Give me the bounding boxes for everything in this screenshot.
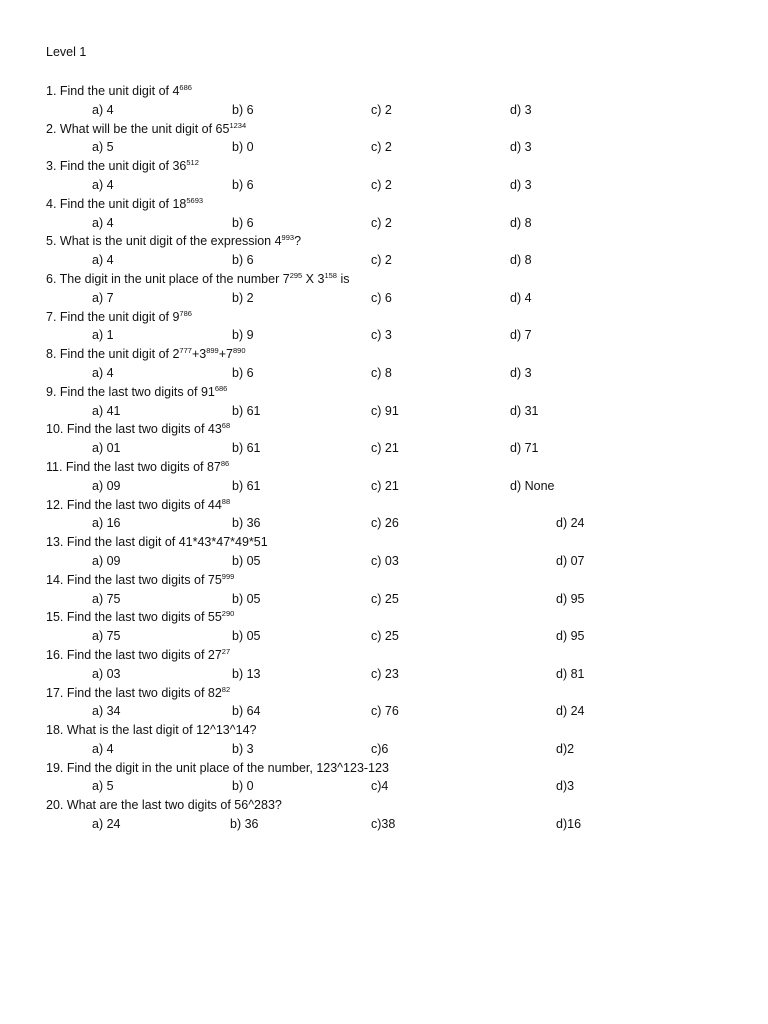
question-text: [46, 308, 746, 327]
answer-option-a: a) 4: [92, 365, 114, 380]
question-text: [46, 759, 746, 778]
exponent: 295: [289, 270, 303, 280]
question-text: [46, 608, 746, 627]
question-line: [46, 270, 349, 289]
answer-option-c: c) 76: [371, 704, 399, 719]
question-text: [46, 496, 746, 515]
answer-option-b: b) 36: [230, 817, 259, 832]
answer-option-d: d) 24: [556, 704, 585, 719]
answer-option-b: b) 3: [232, 741, 254, 756]
answer-options: [46, 326, 746, 345]
answer-option-b: b) 0: [232, 140, 254, 155]
answer-option-a: a) 5: [92, 779, 114, 794]
question-text: [46, 533, 746, 552]
exponent: 686: [214, 383, 228, 393]
question-line: [46, 684, 230, 703]
answer-option-c: c) 2: [371, 177, 392, 192]
answer-options: [46, 176, 746, 195]
question-fragment: 20. What are the last two digits of 56^283?: [46, 798, 282, 813]
question-fragment: 4. Find the unit digit of 18: [46, 196, 187, 211]
question-text: [46, 383, 746, 402]
question-text: [46, 721, 746, 740]
answer-option-b: b) 6: [232, 253, 254, 268]
answer-option-c: c) 3: [371, 328, 392, 343]
answer-option-b: b) 9: [232, 328, 254, 343]
answer-options: [46, 552, 746, 571]
question-line: [46, 420, 230, 439]
question-fragment: 14. Find the last two digits of 75: [46, 572, 222, 587]
answer-option-d: d) 95: [556, 591, 585, 606]
question-text: [46, 571, 746, 590]
answer-options: [46, 777, 746, 796]
question-text: [46, 82, 746, 101]
answer-options: [46, 364, 746, 383]
question-list: [46, 82, 746, 834]
question-line: [46, 496, 230, 515]
answer-options: [46, 702, 746, 721]
answer-option-a: a) 4: [92, 253, 114, 268]
question-line: [46, 533, 268, 552]
question-fragment: 8. Find the unit digit of 2: [46, 347, 180, 362]
answer-options: [46, 627, 746, 646]
answer-options: [46, 514, 746, 533]
question-text: [46, 195, 746, 214]
answer-option-b: b) 05: [232, 629, 261, 644]
question-fragment: 15. Find the last two digits of 55: [46, 610, 222, 625]
worksheet: [46, 44, 746, 834]
answer-option-d: d) 07: [556, 553, 585, 568]
question-line: [46, 608, 234, 627]
answer-option-c: c) 21: [371, 441, 399, 456]
answer-option-b: b) 6: [232, 177, 254, 192]
answer-option-c: c) 23: [371, 666, 399, 681]
answer-option-a: a) 75: [92, 629, 121, 644]
answer-option-d: d) 3: [510, 365, 532, 380]
answer-option-c: c) 25: [371, 629, 399, 644]
exponent: 290: [221, 609, 235, 619]
answer-option-c: c) 8: [371, 365, 392, 380]
answer-option-d: d) 8: [510, 215, 532, 230]
answer-option-c: c) 6: [371, 290, 392, 305]
exponent: 686: [179, 83, 192, 92]
answer-option-b: b) 64: [232, 704, 261, 719]
answer-option-c: c)38: [371, 817, 396, 832]
answer-options: [46, 138, 746, 157]
answer-options: [46, 740, 746, 759]
answer-option-d: d) 7: [510, 328, 532, 343]
exponent: 777: [179, 346, 192, 356]
question-text: [46, 646, 746, 665]
answer-option-a: a) 1: [92, 328, 114, 343]
answer-option-d: d) 31: [510, 403, 539, 418]
answer-option-d: d) 95: [556, 629, 585, 644]
answer-option-d: d) 71: [510, 441, 539, 456]
question-text: [46, 270, 746, 289]
answer-option-d: d) 3: [510, 177, 532, 192]
question-fragment: 7. Find the unit digit of 9: [46, 309, 180, 324]
question-line: [46, 195, 203, 214]
answer-option-b: b) 61: [232, 441, 261, 456]
answer-option-c: c) 2: [371, 215, 392, 230]
answer-option-a: a) 4: [92, 102, 114, 117]
answer-option-a: a) 75: [92, 591, 121, 606]
answer-options: [46, 214, 746, 233]
question-line: [46, 157, 199, 176]
question-text: [46, 458, 746, 477]
spacer: [46, 60, 746, 82]
question-fragment: 10. Find the last two digits of 43: [46, 422, 222, 437]
exponent: 993: [281, 233, 295, 243]
answer-options: [46, 815, 746, 834]
answer-option-d: d)3: [556, 779, 575, 794]
answer-option-b: b) 6: [232, 365, 254, 380]
answer-option-c: c)4: [371, 779, 389, 794]
question-text: [46, 345, 746, 364]
exponent: 899: [206, 346, 219, 356]
question-line: [46, 345, 246, 364]
question-fragment: 13. Find the last digit of 41*43*47*49*51: [46, 535, 268, 550]
question-fragment: 11. Find the last two digits of 87: [46, 459, 221, 474]
question-text: [46, 120, 746, 139]
answer-options: [46, 251, 746, 270]
answer-option-c: c) 2: [371, 253, 392, 268]
question-text: [46, 232, 746, 251]
exponent: 786: [179, 308, 192, 318]
answer-option-b: b) 61: [232, 403, 261, 418]
question-fragment: 16. Find the last two digits of 27: [46, 647, 222, 662]
question-fragment: is: [336, 271, 350, 286]
answer-option-b: b) 05: [232, 553, 261, 568]
answer-option-d: d) 24: [556, 516, 585, 531]
exponent: 86: [220, 458, 230, 468]
answer-option-d: d) None: [510, 478, 555, 493]
answer-options: [46, 439, 746, 458]
question-fragment: 1. Find the unit digit of 4: [46, 84, 180, 98]
question-fragment: 2. What will be the unit digit of 65: [46, 121, 230, 136]
answer-option-b: b) 61: [232, 478, 261, 493]
answer-option-c: c) 2: [371, 140, 392, 155]
exponent: 88: [221, 496, 231, 506]
answer-option-b: b) 05: [232, 591, 261, 606]
question-fragment: 19. Find the digit in the unit place of the number, 123^123-123: [46, 760, 389, 775]
exponent: 512: [186, 158, 199, 168]
question-line: [46, 232, 301, 251]
question-line: [46, 120, 246, 139]
answer-option-a: a) 41: [92, 403, 121, 418]
answer-option-a: a) 16: [92, 516, 121, 531]
answer-options: [46, 101, 746, 120]
answer-option-d: d) 8: [510, 253, 532, 268]
answer-options: [46, 289, 746, 308]
exponent: 890: [232, 346, 246, 356]
exponent: 68: [221, 421, 231, 431]
question-fragment: ?: [294, 234, 302, 249]
answer-option-d: d) 3: [510, 140, 532, 155]
answer-options: [46, 665, 746, 684]
question-text: [46, 684, 746, 703]
question-fragment: 12. Find the last two digits of 44: [46, 497, 222, 512]
answer-option-b: b) 36: [232, 516, 261, 531]
question-line: [46, 759, 389, 778]
question-text: [46, 796, 746, 815]
answer-option-b: b) 2: [232, 290, 254, 305]
question-text: [46, 420, 746, 439]
answer-option-d: d)2: [556, 741, 575, 756]
exponent: 1234: [229, 120, 247, 130]
answer-option-d: d) 81: [556, 666, 585, 681]
answer-option-a: a) 7: [92, 290, 114, 305]
exponent: 82: [221, 684, 231, 694]
question-fragment: +3: [191, 347, 207, 362]
answer-options: [46, 477, 746, 496]
question-fragment: 18. What is the last digit of 12^13^14?: [46, 723, 257, 738]
answer-option-c: c) 26: [371, 516, 399, 531]
question-line: [46, 796, 282, 815]
question-fragment: X 3: [302, 271, 325, 286]
answer-option-b: b) 6: [232, 102, 254, 117]
question-line: [46, 458, 229, 477]
worksheet-title: Level 1: [46, 45, 87, 59]
answer-option-a: a) 09: [92, 478, 121, 493]
answer-option-c: c) 21: [371, 478, 399, 493]
exponent: 5693: [186, 195, 204, 205]
answer-option-c: c) 03: [371, 553, 399, 568]
answer-option-a: a) 24: [92, 817, 121, 832]
answer-options: [46, 590, 746, 609]
question-fragment: 3. Find the unit digit of 36: [46, 159, 187, 174]
answer-option-a: a) 5: [92, 140, 114, 155]
answer-option-b: b) 13: [232, 666, 261, 681]
question-line: [46, 82, 192, 101]
question-text: [46, 157, 746, 176]
question-line: [46, 646, 230, 665]
answer-option-c: c) 25: [371, 591, 399, 606]
question-fragment: 6. The digit in the unit place of the number 7: [46, 271, 290, 286]
answer-option-a: a) 03: [92, 666, 121, 681]
answer-option-b: b) 0: [232, 779, 254, 794]
question-line: [46, 571, 234, 590]
answer-options: [46, 402, 746, 421]
question-fragment: 9. Find the last two digits of 91: [46, 384, 215, 399]
exponent: 158: [324, 270, 337, 280]
answer-option-a: a) 09: [92, 553, 121, 568]
answer-option-d: d) 4: [510, 290, 532, 305]
answer-option-a: a) 4: [92, 215, 114, 230]
answer-option-c: c) 2: [371, 102, 392, 117]
answer-option-d: d) 3: [510, 102, 532, 117]
answer-option-b: b) 6: [232, 215, 254, 230]
question-line: [46, 383, 227, 402]
question-fragment: 5. What is the unit digit of the expression 4: [46, 234, 282, 249]
exponent: 999: [221, 571, 235, 581]
question-fragment: 17. Find the last two digits of 82: [46, 685, 222, 700]
question-line: [46, 721, 256, 740]
answer-option-d: d)16: [556, 817, 582, 832]
answer-option-a: a) 4: [92, 741, 114, 756]
answer-option-c: c) 91: [371, 403, 399, 418]
answer-option-a: a) 4: [92, 177, 114, 192]
answer-option-a: a) 34: [92, 704, 121, 719]
question-fragment: +7: [218, 347, 233, 362]
answer-option-a: a) 01: [92, 441, 121, 456]
answer-option-c: c)6: [371, 741, 389, 756]
exponent: 27: [221, 646, 231, 656]
question-line: [46, 308, 192, 327]
